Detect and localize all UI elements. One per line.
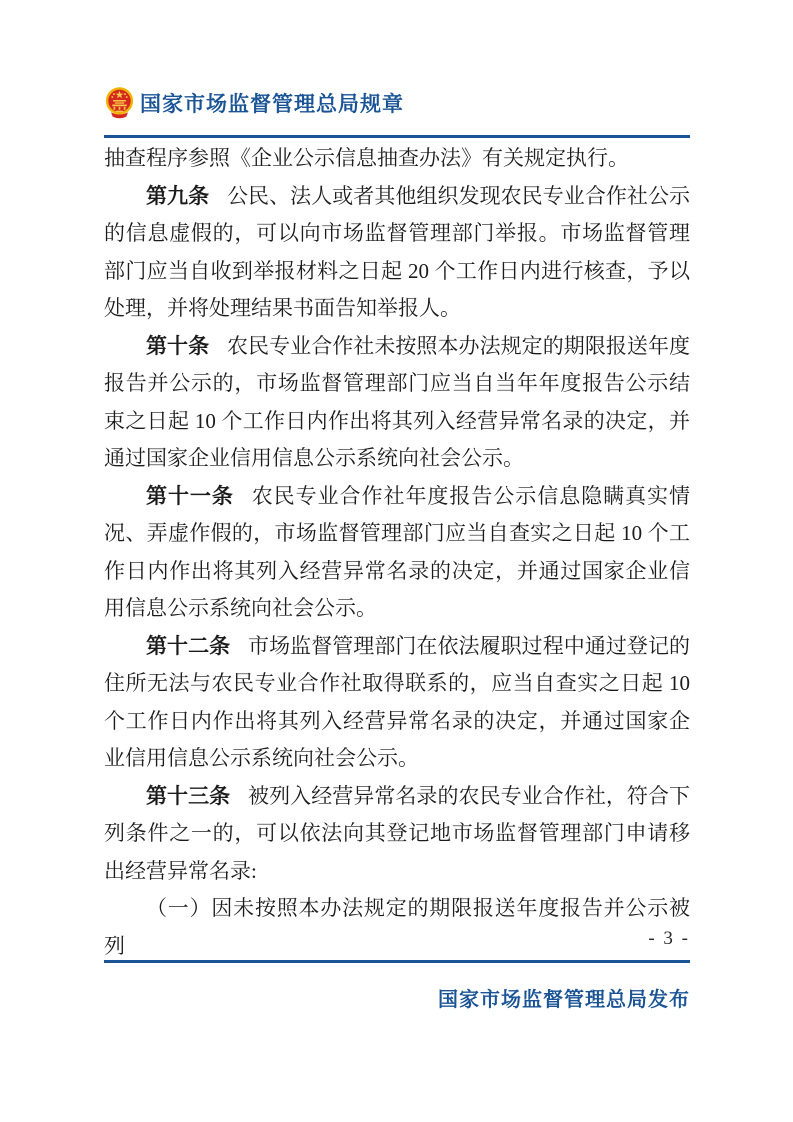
paragraph: （一）因未按照本办法规定的期限报送年度报告并公示被列: [104, 896, 690, 958]
header-title: 国家市场监督管理总局规章: [140, 93, 404, 116]
page-number: - 3 -: [648, 928, 690, 949]
article-number: 第十条: [146, 334, 210, 358]
footer-rule: [104, 960, 690, 963]
paragraph: 抽查程序参照《企业公示信息抽查办法》有关规定执行。: [104, 146, 629, 170]
paragraph: 第九条 公民、法人或者其他组织发现农民专业合作社公示的信息虚假的，可以向市场监督管理部门举报。市场监督管理部门应当自收到举报材料之日起 20 个工作日内进行核查，予以处理，并将处理结果书面告知举报人。: [104, 183, 691, 320]
paragraph: 第十一条 农民专业合作社年度报告公示信息隐瞒真实情况、弄虚作假的，市场监督管理部门应当自查实之日起 10 个工作日内作出将其列入经营异常名录的决定，并通过国家企业信用信息公示系统向社会公示。: [104, 483, 691, 620]
national-emblem-icon: [104, 86, 135, 120]
article-number: 第十二条: [146, 634, 231, 658]
header-rule: [104, 135, 690, 138]
document-body: [104, 140, 690, 965]
paragraph: 第十条 农民专业合作社未按照本办法规定的期限报送年度报告并公示的，市场监督管理部门应当自当年年度报告公示结束之日起 10 个工作日内作出将其列入经营异常名录的决定，并通过国家企业信用信息公示系统向社会公示。: [104, 333, 691, 470]
article-number: 第九条: [146, 184, 210, 208]
article-number: 第十一条: [146, 484, 234, 508]
paragraph: 第十二条 市场监督管理部门在依法履职过程中通过登记的住所无法与农民专业合作社取得联系的，应当自查实之日起 10 个工作日内作出将其列入经营异常名录的决定，并通过国家企业信用信息公示系统向社会公示。: [104, 633, 691, 770]
paragraph: 第十三条 被列入经营异常名录的农民专业合作社，符合下列条件之一的，可以依法向其登记地市场监督管理部门申请移出经营异常名录:: [104, 783, 691, 883]
publisher-line: 国家市场监督管理总局发布: [438, 989, 690, 1011]
page-header: [104, 86, 690, 120]
article-number: 第十三条: [146, 784, 231, 808]
